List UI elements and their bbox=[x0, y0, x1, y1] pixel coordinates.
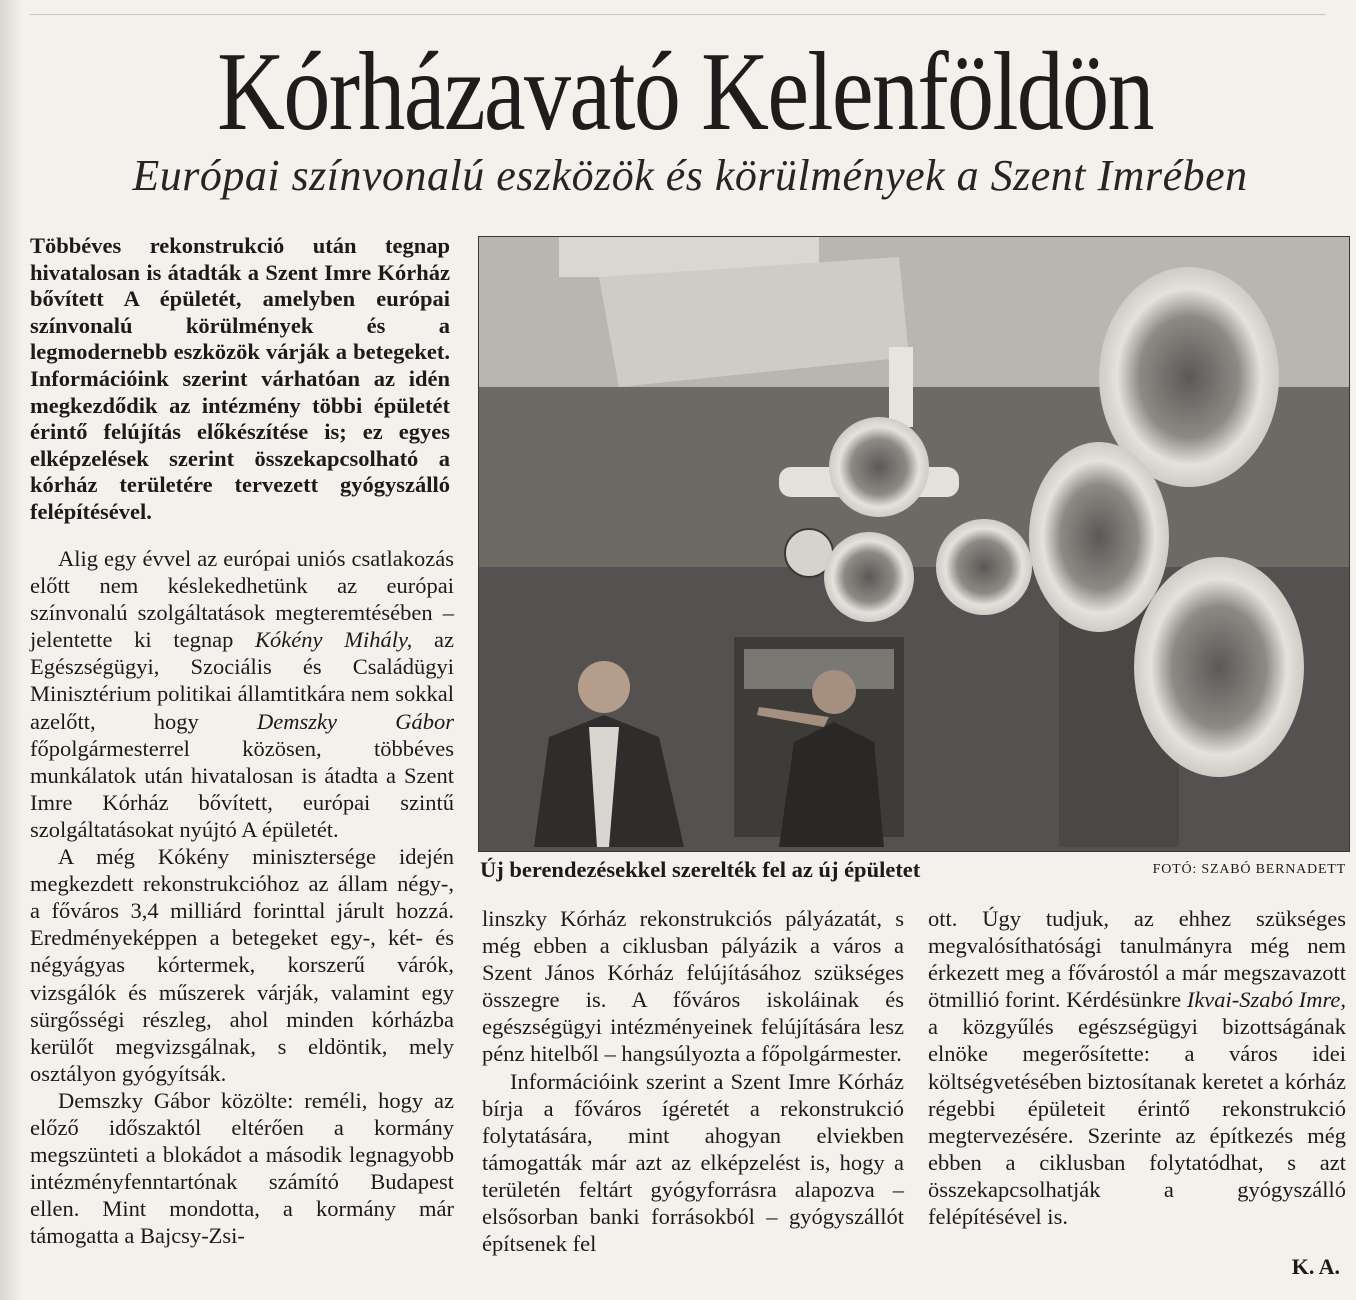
body-paragraph: ott. Úgy tudjuk, az ehhez szükséges megvalósíthatósági tanulmányra még nem érkezett meg a fővárostól a már megszavazott ötmillió forint. Kérdésünkre Ikvai-Szabó Imre, a közgyűlés egészségügyi bizottságának elnöke megerősítette: a város idei költségvetésében biztosítanak keretet a kórház régebbi épületeit érintő rekonstrukció megtervezésére. Szerinte az építkezés még ebben a ciklusban folytatódhat, s azt összekapcsolhatják a gyógyszálló felépítésével is. bbox=[928, 906, 1346, 1230]
person-name: Kókény Mihály, bbox=[255, 627, 413, 653]
body-column-2 bbox=[482, 905, 904, 1257]
person-name: Demszky Gábor bbox=[257, 708, 454, 734]
lead-paragraph: Többéves rekonstrukció után tegnap hivatalosan is átadták a Szent Imre Kórház bővített A épületét, amelyben európai színvonalú körülmények és a legmodernebb eszközök várják a betegeket. Információink szerint várhatóan az idén megkezdődik az intézmény többi épületét érintő felújítás előkészítése is; ez egyes elképzelések szerint összekapcsolható a kórház területére tervezett gyógyszálló felépítésével. bbox=[30, 233, 450, 524]
article-photo bbox=[478, 236, 1350, 852]
person-name: Ikvai-Szabó Imre, bbox=[1186, 987, 1346, 1013]
body-paragraph: Demszky Gábor közölte: reméli, hogy az előző időszaktól eltérően a kormány megszünteti a blokádot a második legnagyobb intézményfenntartónak számító Budapest ellen. Mint mondotta, a kormány már támogatta a Bajcsy-Zsi- bbox=[30, 1087, 454, 1249]
page-edge-shadow bbox=[0, 0, 22, 1300]
body-paragraph: Információink szerint a Szent Imre Kórház bírja a főváros ígéretét a rekonstrukció folytatására, mint ahogyan elviekben támogatták már azt az elképzelést is, hogy a területén feltárt gyógyforrásra alapozva – elsősorban banki forrásokból – gyógyszállót építsenek fel bbox=[482, 1068, 904, 1257]
subheadline: Európai színvonalú eszközök és körülmények a Szent Imrében bbox=[132, 151, 1248, 200]
body-column-1 bbox=[30, 545, 454, 1249]
body-paragraph: Alig egy évvel az európai uniós csatlakozás előtt nem késlekedhetünk az európai színvonalú szolgáltatások megteremtésében – jelentette ki tegnap Kókény Mihály, az Egészségügyi, Szociális és Családügyi Minisztérium politikai államtitkára nem sokkal azelőtt, hogy Demszky Gábor főpolgármesterrel közösen, többéves munkálatok után hivatalosan is átadta a Szent Imre Kórház bővített, európai szintű szolgáltatásokat nyújtó A épületét. bbox=[30, 546, 454, 842]
photo-caption: Új berendezésekkel szerelték fel az új épületet bbox=[480, 857, 921, 882]
top-rule bbox=[30, 14, 1326, 15]
author-signature: K. A. bbox=[1291, 1254, 1340, 1279]
body-paragraph: linszky Kórház rekonstrukciós pályázatát, s még ebben a ciklusban pályázik a város a Szent János Kórház felújításához szükséges összegre is. A főváros iskoláinak és egészségügyi intézményeinek felújítására lesz pénz hitelből – hangsúlyozta a főpolgármester. bbox=[482, 906, 904, 1067]
operating-room-photo bbox=[479, 237, 1349, 851]
body-paragraph: A még Kókény minisztersége idején megkezdett rekonstrukcióhoz az állam négy-, a főváros 3,4 milliárd forinttal járult hozzá. Eredményeképpen a betegeket egy-, két- és négyágyas kórtermek, korszerű várók, vizsgálók és műszerek várják, valamint egy sürgősségi részleg, ahol minden kórházba kerülőt megvizsgálnak, s eldöntik, mely osztályon gyógyítsák. bbox=[30, 844, 454, 1086]
photo-credit: FOTÓ: SZABÓ BERNADETT bbox=[1152, 862, 1346, 877]
body-column-3 bbox=[928, 905, 1346, 1230]
headline: Kórházavató Kelenföldön bbox=[217, 30, 1153, 154]
